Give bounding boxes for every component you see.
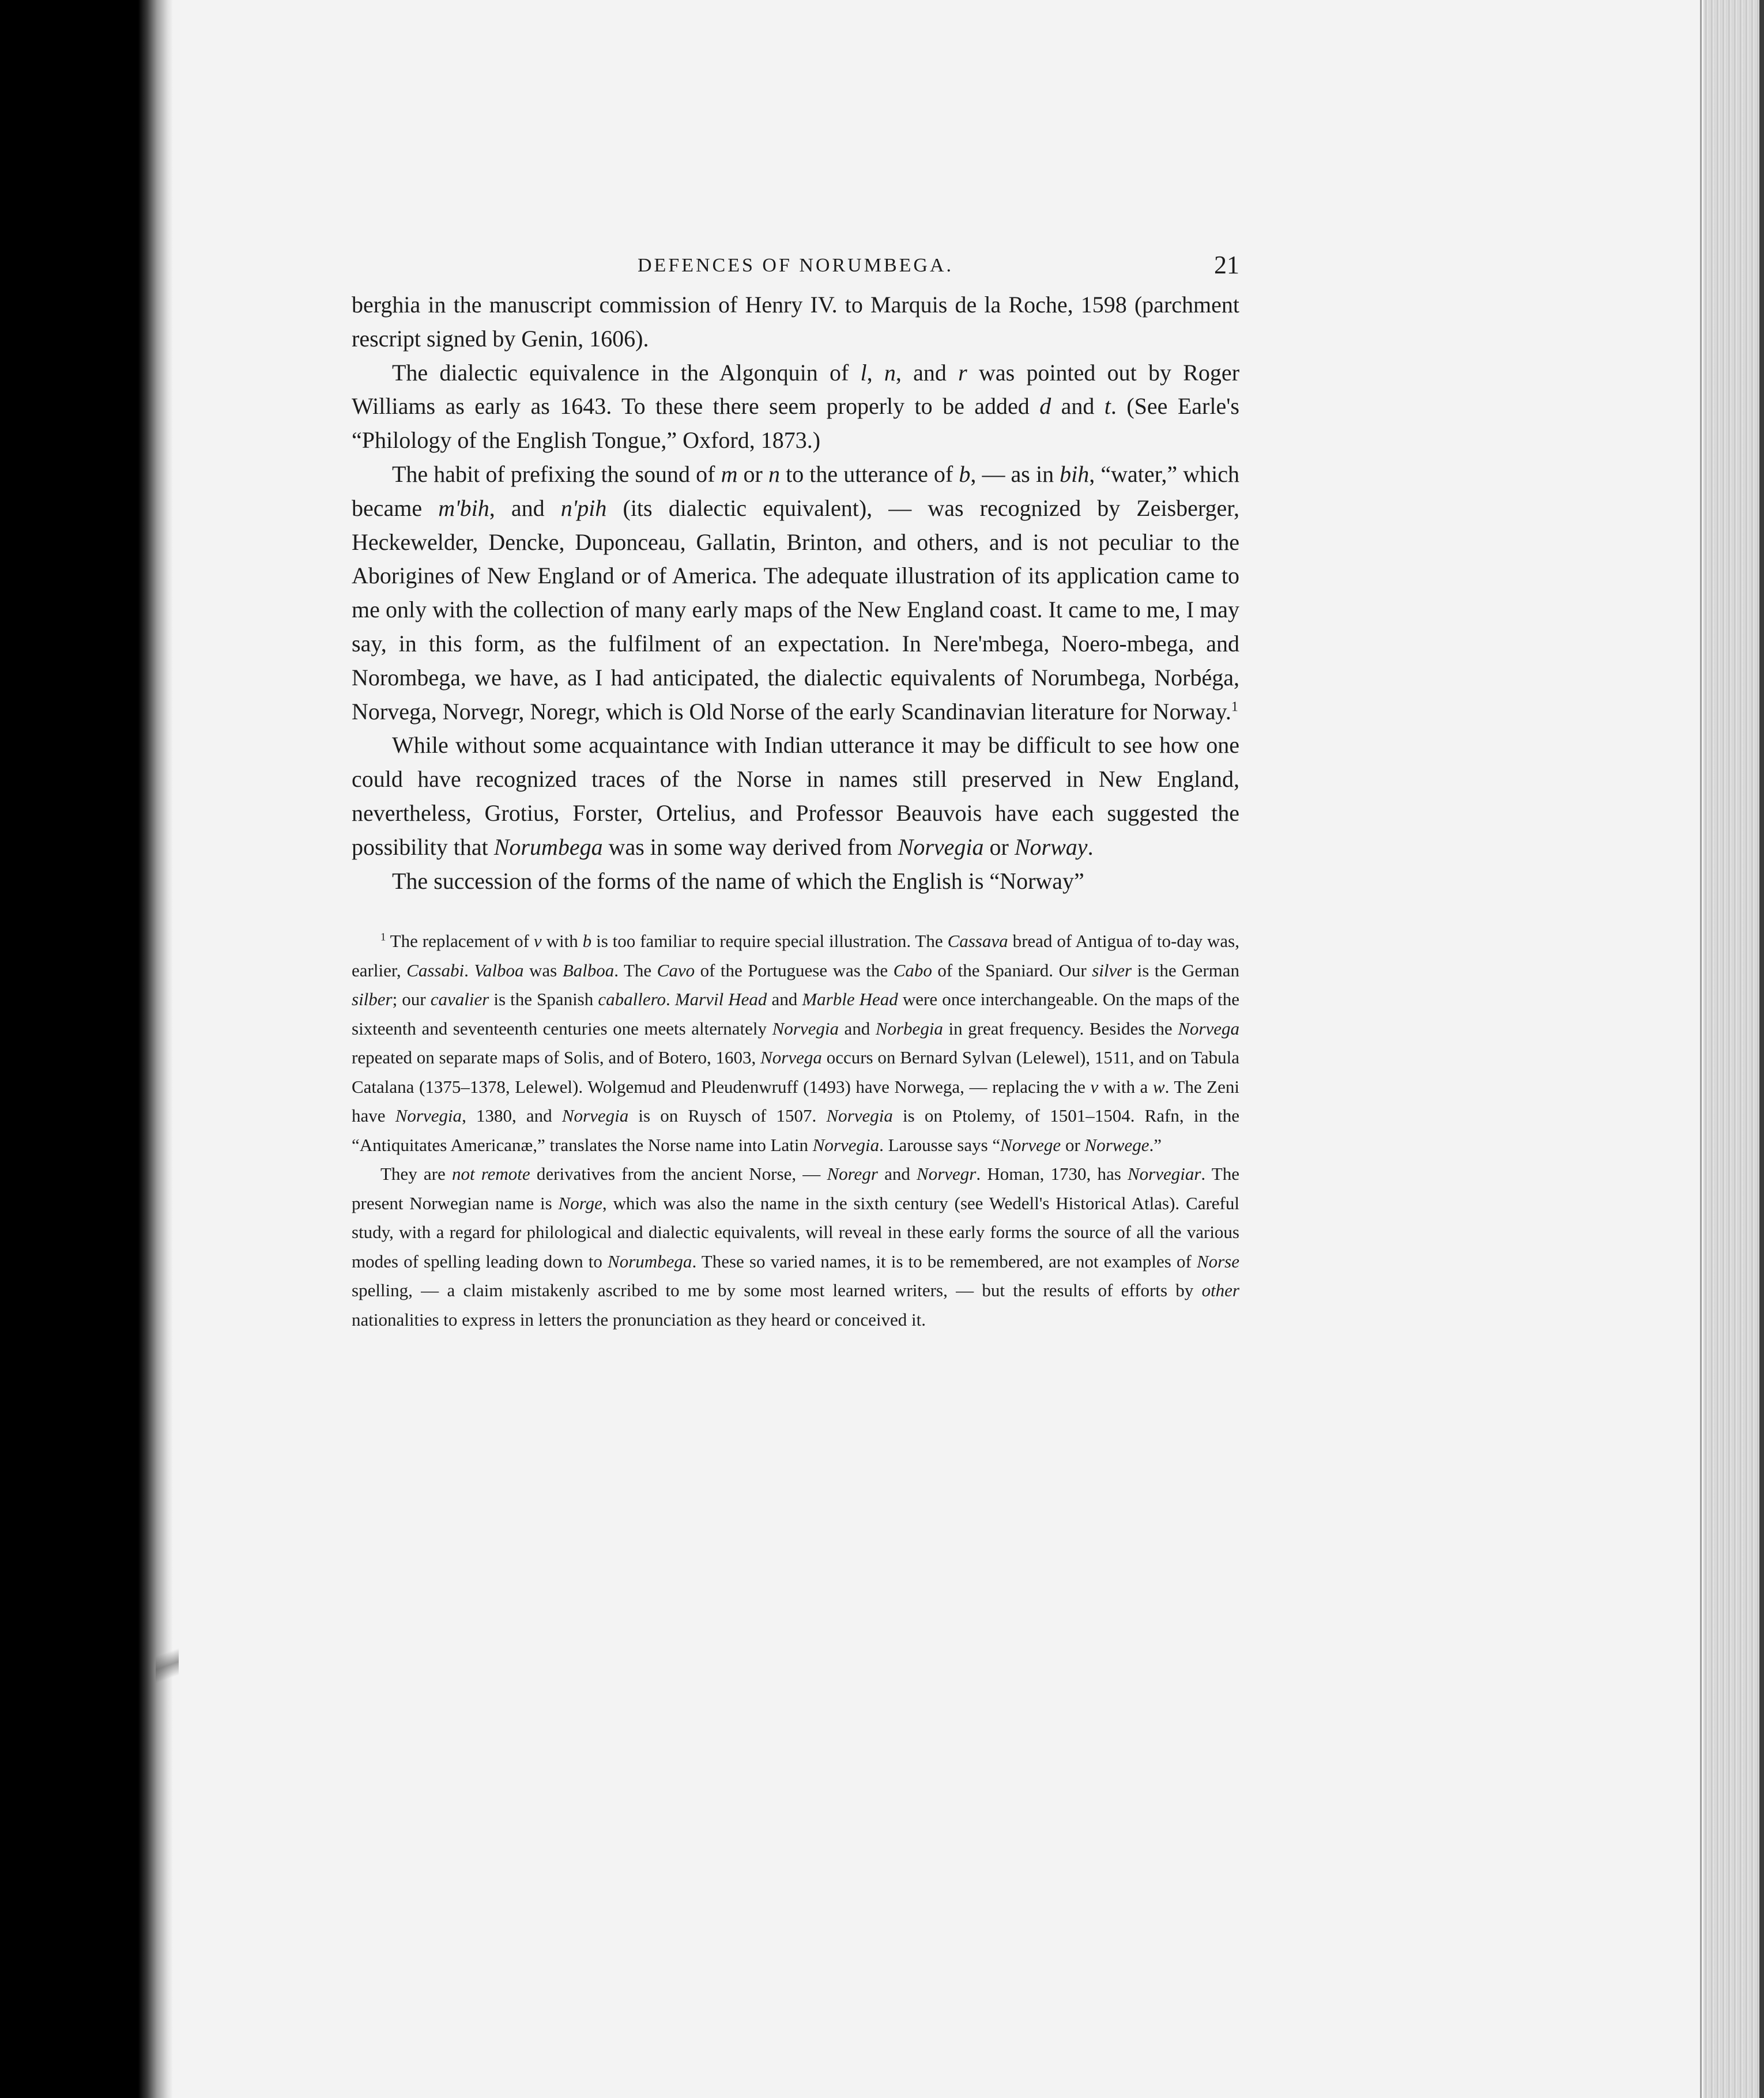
- text-run: , and: [489, 495, 561, 521]
- page-number: 21: [1214, 251, 1239, 279]
- text-run: , and: [895, 359, 959, 386]
- running-head: [352, 248, 1239, 288]
- italic-run: Marble Head: [802, 989, 898, 1010]
- italic-run: Norvega: [760, 1047, 822, 1068]
- italic-run: Norwege: [1084, 1134, 1149, 1155]
- italic-run: n: [884, 359, 896, 386]
- text-run: with a: [1098, 1076, 1153, 1097]
- text-run: .: [464, 960, 474, 980]
- text-run: is too familiar to require special illustration. The: [591, 931, 948, 952]
- text-run: bread of Antigua of to-day was, earlier,: [352, 931, 1239, 980]
- text-run: occurs on Bernard Sylvan (Lelewel), 1511, and on Tabula Catalana (1375–1378, Lelewel). Wolgemud and Pleudenwruff (1493) have Norwega, — replacing the: [352, 1047, 1239, 1097]
- italic-run: n'pih: [560, 495, 607, 521]
- text-run: ; our: [392, 989, 431, 1010]
- italic-run: caballero: [598, 989, 666, 1010]
- italic-run: silver: [1092, 960, 1132, 980]
- italic-run: Norvegia: [561, 1105, 629, 1126]
- italic-run: n: [768, 461, 780, 487]
- italic-run: other: [1201, 1280, 1239, 1301]
- text-run: , which was also the name in the sixth century (see Wedell's Historical Atlas). Careful study, with a regard for philological and dialectic equivalents, will reveal in these early forms the source of all the various modes of spelling leading down to: [352, 1193, 1239, 1271]
- text-run: is the German: [1132, 960, 1240, 980]
- running-title: DEFENCES OF NORUMBEGA.: [638, 255, 953, 276]
- text-run: They are: [380, 1164, 452, 1184]
- footnote-marker: 1: [1231, 699, 1238, 715]
- text-run: . Homan, 1730, has: [976, 1164, 1128, 1184]
- footnotes: [352, 927, 1239, 1334]
- italic-run: bih: [1060, 461, 1090, 487]
- italic-run: Norvegr: [917, 1164, 977, 1184]
- italic-run: Norumbega: [608, 1251, 692, 1271]
- text-run: repeated on separate maps of Solis, and of Botero, 1603,: [352, 1047, 761, 1068]
- italic-run: w: [1152, 1076, 1165, 1097]
- italic-run: Noregr: [827, 1164, 878, 1184]
- text-run: , 1380, and: [462, 1105, 562, 1126]
- italic-run: Cassabi: [406, 960, 465, 980]
- text-run: in great frequency. Besides the: [943, 1018, 1178, 1039]
- italic-run: Marvil Head: [674, 989, 767, 1010]
- footnote-1-continued: [352, 1160, 1239, 1334]
- paragraph-4: [352, 729, 1239, 864]
- italic-run: not remote: [451, 1164, 530, 1184]
- body-text: [352, 288, 1239, 898]
- text-run: . (See Earle's “Philology of the English Tongue,” Oxford, 1873.): [352, 393, 1239, 454]
- text-run: ,: [866, 359, 884, 386]
- text-run: was: [523, 960, 563, 980]
- italic-run: Norbegia: [875, 1018, 943, 1039]
- text-run: spelling, — a claim mistakenly ascribed to me by some most learned writers, — but the results of efforts by: [352, 1280, 1202, 1301]
- text-run: and: [877, 1164, 917, 1184]
- italic-run: Norvega: [1178, 1018, 1239, 1039]
- footnote-1: [352, 927, 1239, 1160]
- italic-run: b: [959, 461, 971, 487]
- italic-run: Norvegiar: [1127, 1164, 1201, 1184]
- text-run: . The: [614, 960, 657, 980]
- italic-run: Cavo: [657, 960, 695, 980]
- text-run: with: [541, 931, 583, 952]
- paragraph-3: [352, 458, 1239, 729]
- book-page: [352, 248, 1239, 1334]
- italic-run: l: [860, 359, 867, 386]
- italic-run: Balboa: [562, 960, 615, 980]
- text-run: was in some way derived from: [602, 833, 898, 860]
- paragraph-1: [352, 288, 1239, 356]
- text-run: The succession of the forms of the name of which the English is “Norway”: [392, 867, 1084, 894]
- paragraph-2: [352, 356, 1239, 458]
- text-run: is the Spanish: [489, 989, 598, 1010]
- text-run: . These so varied names, it is to be remembered, are not examples of: [692, 1251, 1197, 1271]
- text-run: . The present Norwegian name is: [352, 1164, 1240, 1213]
- text-run: or: [737, 461, 768, 487]
- text-run: .: [1087, 833, 1094, 860]
- text-run: and: [767, 989, 802, 1010]
- scan-left-edge: [0, 0, 173, 2098]
- text-run: .: [666, 989, 675, 1010]
- text-run: and: [1051, 393, 1105, 420]
- italic-run: t: [1104, 393, 1111, 420]
- italic-run: Norvegia: [898, 833, 984, 860]
- italic-run: Norvegia: [812, 1134, 880, 1155]
- italic-run: d: [1039, 393, 1051, 420]
- italic-run: Norway: [1014, 833, 1088, 860]
- text-run: or: [1061, 1134, 1085, 1155]
- paragraph-5: [352, 865, 1239, 899]
- text-run: is on Ruysch of 1507.: [628, 1105, 827, 1126]
- italic-run: Cassava: [947, 931, 1008, 952]
- text-run: and: [838, 1018, 876, 1039]
- italic-run: m'bih: [438, 495, 489, 521]
- text-run: (its dialectic equivalent), — was recognized by Zeisberger, Heckewelder, Dencke, Duponceau, Gallatin, Brinton, and others, and is not peculiar to the Aborigines of New England or of America. The adequate illustration of its application came to me only with the collection of many early maps of the New England coast. It came to me, I may say, in this form, as the fulfilment of an expectation. In Nere'mbega, Noero-mbega, and Norombega, we have, as I had anticipated, the dialectic equivalents of Norumbega, Norbéga, Norvega, Norvegr, Noregr, which is Old Norse of the early Scandinavian literature for Norway.: [352, 495, 1239, 725]
- text-run: . The Zeni have: [352, 1076, 1239, 1126]
- text-run: of the Portuguese was the: [695, 960, 894, 980]
- text-run: The habit of prefixing the sound of: [392, 461, 721, 487]
- italic-run: Norumbega: [493, 833, 603, 860]
- text-run: nationalities to express in letters the pronunciation as they heard or conceived it.: [352, 1309, 926, 1330]
- text-run: of the Spaniard. Our: [932, 960, 1092, 980]
- text-run: . Larousse says “: [879, 1134, 1001, 1155]
- text-run: were once interchangeable. On the maps of the sixteenth and seventeenth centuries one meets alternately: [352, 989, 1240, 1039]
- italic-run: Norvegia: [826, 1105, 893, 1126]
- italic-run: Valboa: [474, 960, 524, 980]
- italic-run: v: [1090, 1076, 1099, 1097]
- italic-run: Norge: [558, 1193, 602, 1213]
- italic-run: silber: [352, 989, 393, 1010]
- text-run: While without some acquaintance with Indian utterance it may be difficult to see how one could have recognized traces of the Norse in names still preserved in New England, nevertheless, Grotius, Forster, Ortelius, and Professor Beauvois have each suggested the possibility that: [352, 732, 1239, 860]
- scan-right-edge: [1703, 0, 1764, 2098]
- text-run: , “water,” which became: [352, 461, 1239, 521]
- italic-run: Norvegia: [772, 1018, 839, 1039]
- italic-run: Cabo: [893, 960, 932, 980]
- italic-run: v: [533, 931, 542, 952]
- text-run: derivatives from the ancient Norse, —: [530, 1164, 827, 1184]
- italic-run: b: [582, 931, 592, 952]
- text-run: .”: [1149, 1134, 1162, 1155]
- scan-right-border: [1759, 0, 1764, 2098]
- italic-run: r: [958, 359, 967, 386]
- italic-run: Norvege: [1000, 1134, 1061, 1155]
- text-run: , — as in: [970, 461, 1060, 487]
- text-run: The dialectic equivalence in the Algonquin of: [392, 359, 861, 386]
- text-run: is on Ptolemy, of 1501–1504. Rafn, in the “Antiquitates Americanæ,” translates the Norse name into Latin: [352, 1105, 1239, 1155]
- italic-run: Norse: [1196, 1251, 1240, 1271]
- text-run: The replacement of: [386, 931, 534, 952]
- text-run: or: [983, 833, 1015, 860]
- text-run: berghia in the manuscript commission of Henry IV. to Marquis de la Roche, 1598 (parchment rescript signed by Genin, 1606).: [352, 292, 1239, 352]
- text-run: to the utterance of: [779, 461, 959, 487]
- italic-run: Norvegia: [395, 1105, 462, 1126]
- scan-smudge: [156, 1602, 179, 1729]
- italic-run: cavalier: [430, 989, 489, 1010]
- italic-run: m: [721, 461, 738, 487]
- text-run: was pointed out by Roger Williams as early as 1643. To these there seem properly to be added: [352, 359, 1240, 420]
- footnote-number: 1: [380, 931, 386, 944]
- scan-right-line: [1700, 0, 1702, 2098]
